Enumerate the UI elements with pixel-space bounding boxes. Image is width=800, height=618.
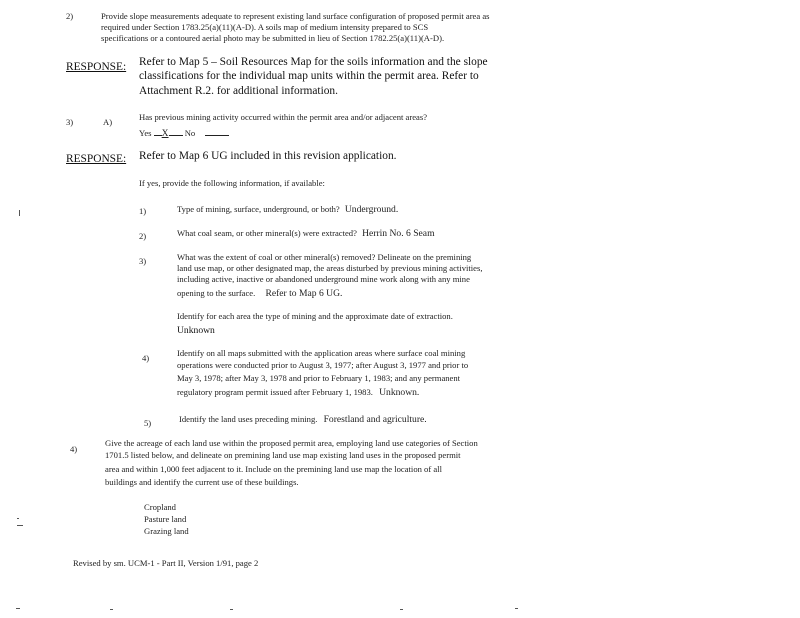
- item-2-line-2: required under Section 1783.25(a)(11)(A-D). A soils map of medium intensity prepared to SCS: [101, 22, 429, 32]
- q4-line-3: May 3, 1978; after May 3, 1978 and prior to February 1, 1983; and any permanent: [177, 373, 461, 383]
- item-3-sub-label: A): [103, 117, 113, 127]
- q1-answer: Underground.: [344, 204, 399, 215]
- q4-number: 4): [142, 353, 150, 363]
- q2-text: What coal seam, or other mineral(s) were extracted?: [177, 228, 357, 238]
- if-yes-instruction: If yes, provide the following information, if available:: [139, 178, 325, 188]
- scan-speck: [19, 210, 20, 216]
- scan-speck: [230, 609, 233, 610]
- category-grazing-land: Grazing land: [144, 526, 189, 536]
- scan-speck: [515, 608, 518, 609]
- q3-line-2: land use map, or other designated map, the areas disturbed by previous mining activities,: [177, 263, 483, 273]
- item-3-question: Has previous mining activity occurred within the permit area and/or adjacent areas?: [139, 112, 428, 122]
- no-label: No: [184, 128, 196, 138]
- yes-no-row: [139, 127, 229, 140]
- q4-answer: Unknown.: [379, 387, 420, 398]
- q3-answer: Refer to Map 6 UG.: [265, 288, 343, 299]
- q4-line-4: regulatory program permit issued after February 1, 1983.: [177, 387, 373, 397]
- scan-speck: [16, 608, 20, 609]
- q3-identify-answer: Unknown: [177, 325, 215, 336]
- q4-line-1: Identify on all maps submitted with the application areas where surface coal mining: [177, 348, 466, 358]
- no-blank: [205, 127, 229, 136]
- item-2-line-3: specifications or a contoured aerial photo may be submitted in lieu of Section 1782.25(a)(11)(A-D).: [101, 33, 445, 43]
- q5-answer: Forestland and agriculture.: [323, 414, 427, 425]
- q2-number: 2): [139, 231, 147, 241]
- q1-row: [177, 204, 398, 215]
- q2-row: [177, 228, 435, 239]
- q4-line-2: operations were conducted prior to August 3, 1977; after August 3, 1977 and prior to: [177, 360, 469, 370]
- q1-text: Type of mining, surface, underground, or both?: [177, 204, 340, 214]
- scan-speck: [400, 609, 403, 610]
- yes-mark: X: [161, 129, 169, 139]
- q5-text: Identify the land uses preceding mining.: [179, 414, 318, 424]
- q4-line-4-row: [177, 387, 419, 398]
- q1-number: 1): [139, 206, 147, 216]
- q3-line-4-row: [177, 288, 342, 299]
- scan-speck: [17, 525, 23, 526]
- item-4-line-2: 1701.5 listed below, and delineate on premining land use map existing land uses in the proposed permit: [105, 450, 461, 460]
- item-4-line-4: buildings and identify the current use of these buildings.: [105, 477, 299, 487]
- q5-row: [179, 414, 427, 425]
- category-cropland: Cropland: [144, 502, 176, 512]
- item-4-line-3: area and within 1,000 feet adjacent to it. Include on the premining land use map the location of all: [105, 464, 442, 474]
- item-2-response-label: RESPONSE:: [66, 61, 127, 73]
- q5-number: 5): [144, 418, 152, 428]
- category-pasture-land: Pasture land: [144, 514, 187, 524]
- scan-speck: [17, 518, 19, 519]
- item-4-number: 4): [70, 444, 78, 454]
- yes-label: Yes: [139, 128, 152, 138]
- item-4-line-1: Give the acreage of each land use within the proposed permit area, employing land use categories of Section: [105, 438, 478, 448]
- q3-line-1: What was the extent of coal or other mineral(s) removed? Delineate on the premining: [177, 252, 472, 262]
- item-3-response-label: RESPONSE:: [66, 153, 127, 165]
- q2-answer: Herrin No. 6 Seam: [362, 228, 435, 239]
- q3-line-3: including active, inactive or abandoned underground mine work along with any mine: [177, 274, 470, 284]
- q3-identify: Identify for each area the type of mining and the approximate date of extraction.: [177, 311, 453, 321]
- item-3-number: 3): [66, 117, 74, 127]
- footer-revision: Revised by sm. UCM-1 - Part II, Version 1/91, page 2: [73, 558, 259, 568]
- item-2-line-1: Provide slope measurements adequate to represent existing land surface configuration of proposed permit area as: [101, 11, 490, 21]
- item-2-response-line-2: classifications for the individual map units within the permit area. Refer to: [139, 70, 479, 82]
- scan-speck: [110, 609, 113, 610]
- q3-number: 3): [139, 256, 147, 266]
- item-2-response-line-1: Refer to Map 5 – Soil Resources Map for the soils information and the slope: [139, 56, 488, 68]
- item-3-response-text: Refer to Map 6 UG included in this revision application.: [139, 150, 397, 162]
- item-2-response-line-3: Attachment R.2. for additional information.: [139, 85, 338, 97]
- item-2-number: 2): [66, 11, 74, 21]
- q3-line-4: opening to the surface.: [177, 288, 256, 298]
